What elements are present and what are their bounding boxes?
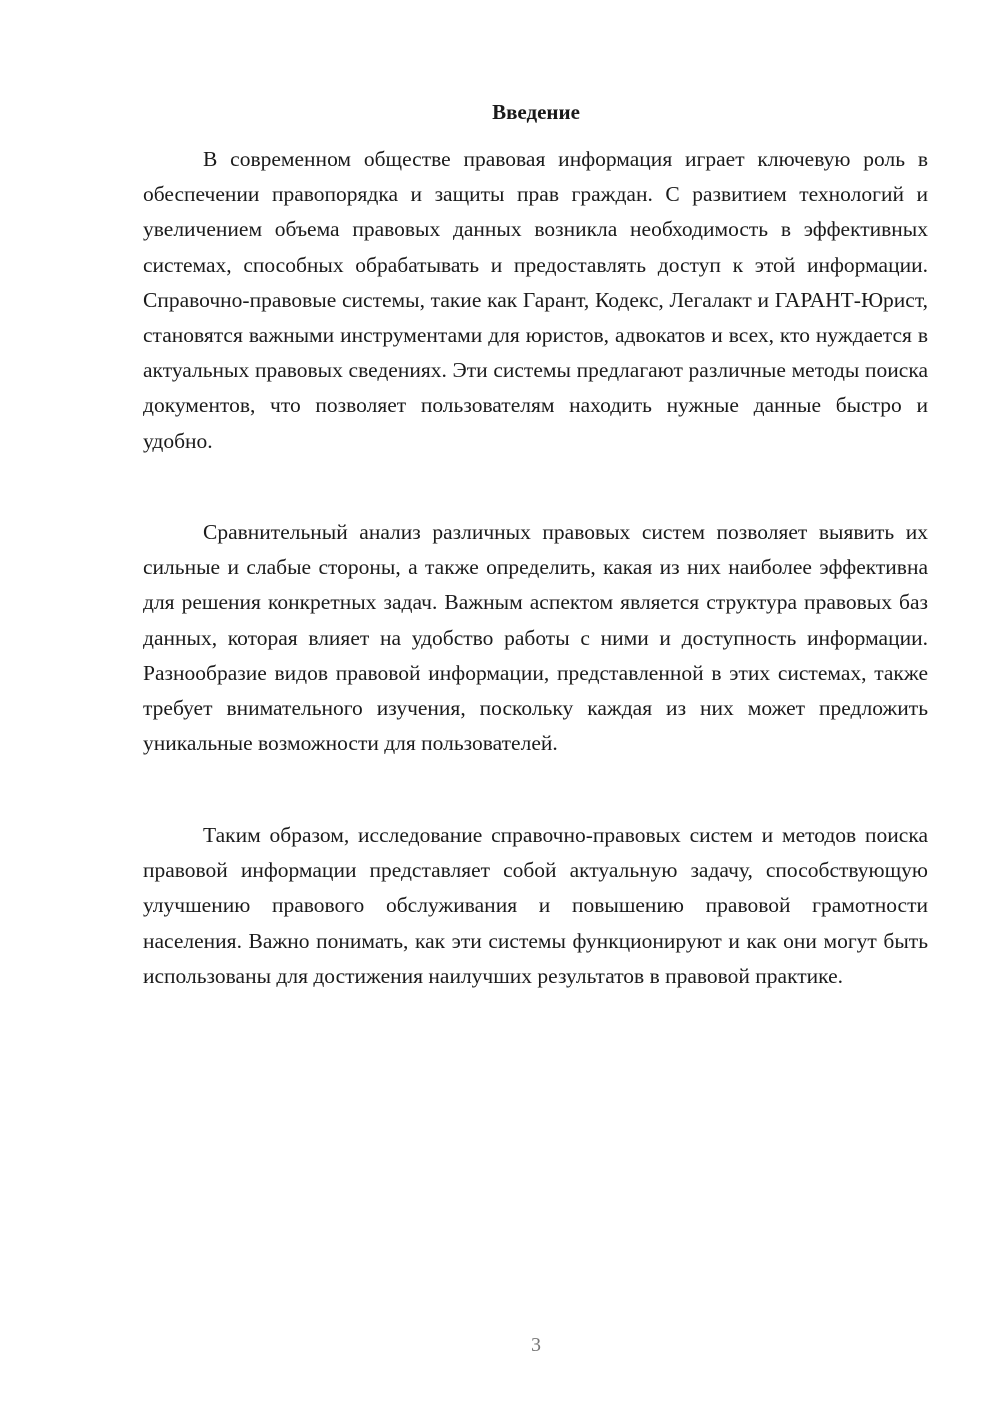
paragraph-1 <box>143 142 928 459</box>
paragraph-text: В современном обществе правовая информация играет ключевую роль в обеспечении правопорядка и защиты прав граждан. С развитием технологий и увеличением объема правовых данных возникла необходимость в эффективных системах, способных обрабатывать и предоставлять доступ к этой информации. Справочно-правовые системы, такие как Гарант, Кодекс, Легалакт и ГАРАНТ-Юрист, становятся важными инструментами для юристов, адвокатов и всех, кто нуждается в актуальных правовых сведениях. Эти системы предлагают различные методы поиска документов, что позволяет пользователям находить нужные данные быстро и удобно. <box>143 147 928 453</box>
paragraph-text: Сравнительный анализ различных правовых систем позволяет выявить их сильные и слабые стороны, а также определить, какая из них наиболее эффективна для решения конкретных задач. Важным аспектом является структура правовых баз данных, которая влияет на удобство работы с ними и доступность информации. Разнообразие видов правовой информации, представленной в этих системах, также требует внимательного изучения, поскольку каждая из них может предложить уникальные возможности для пользователей. <box>143 520 928 756</box>
section-title: Введение <box>492 100 580 124</box>
paragraph-text: Таким образом, исследование справочно-правовых систем и методов поиска правовой информации представляет собой актуальную задачу, способствующую улучшению правового обслуживания и повышению правовой грамотности населения. Важно понимать, как эти системы функционируют и как они могут быть использованы для достижения наилучших результатов в правовой практике. <box>143 823 928 988</box>
paragraph-3 <box>143 818 928 994</box>
page-number: 3 <box>531 1334 541 1356</box>
paragraph-2 <box>143 515 928 761</box>
